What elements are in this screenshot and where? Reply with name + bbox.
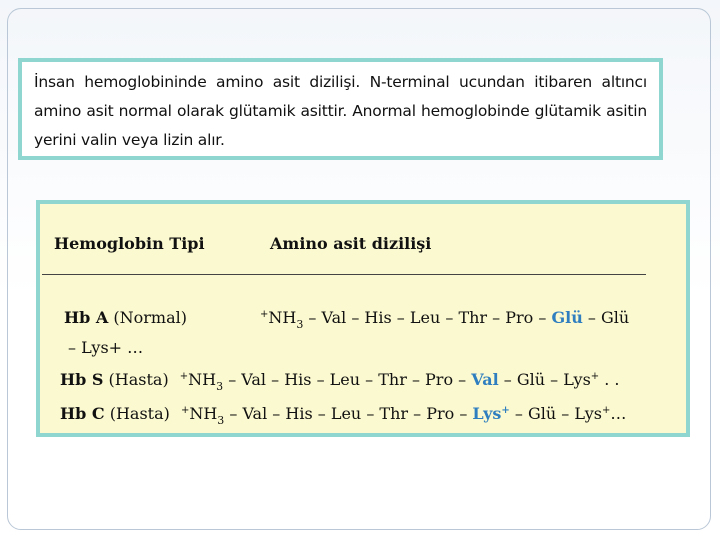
nh3-charge: + (260, 309, 269, 320)
hb-a-status: (Normal) (113, 308, 187, 327)
sequence-tail: . . (599, 370, 620, 389)
nh3-base: NH (268, 308, 297, 327)
intro-text: İnsan hemoglobininde amino asit dizilişi. N-terminal ucundan itibaren altıncı amino asit normal olarak glütamik asittir. Anormal hemoglobinde glütamik asitin yerini valin veya lizin alır. (34, 73, 647, 149)
lys-charge: + (601, 405, 611, 416)
nh3-sub: 3 (217, 414, 225, 427)
row-hb-c (60, 404, 626, 427)
nh3-sub: 3 (216, 380, 224, 393)
position-6-charge: + (501, 405, 510, 416)
hb-s-name: Hb S (60, 370, 104, 389)
nh3-base: NH (188, 370, 217, 389)
hb-a-name: Hb A (64, 308, 109, 327)
hb-s-status: (Hasta) (108, 370, 169, 389)
row-sequence-hb-a (260, 308, 629, 331)
intro-text-box (18, 58, 663, 160)
sequence-start: – Val – His – Leu – Thr – Pro – (223, 370, 472, 389)
row-sequence-hb-a-wrap: – Lys+ … (68, 338, 144, 357)
sequence-end: – Glü – Lys (509, 404, 602, 423)
sequence-end: – Glü (582, 308, 630, 327)
row-hb-s (60, 370, 620, 393)
hb-c-name: Hb C (60, 404, 105, 423)
column-header-type: Hemoglobin Tipi (54, 234, 205, 253)
position-6-residue: Glü (551, 308, 583, 327)
nh3-charge: + (180, 405, 190, 416)
nh3-sub: 3 (296, 318, 304, 331)
nh3-base: NH (189, 404, 218, 423)
nh3-charge: + (179, 371, 189, 382)
sequence-end: – Glü – Lys (498, 370, 591, 389)
row-label-hb-a (64, 308, 187, 327)
sequence-tail: … (610, 404, 627, 423)
position-6-residue: Val (471, 370, 499, 389)
header-divider (42, 274, 646, 275)
sequence-start: – Val – His – Leu – Thr – Pro – (224, 404, 473, 423)
sequence-start: – Val – His – Leu – Thr – Pro – (303, 308, 552, 327)
lys-charge: + (590, 371, 600, 382)
position-6-residue: Lys (472, 404, 502, 423)
hemoglobin-table (36, 200, 690, 437)
hb-c-status: (Hasta) (109, 404, 170, 423)
column-header-sequence: Amino asit dizilişi (270, 234, 432, 253)
